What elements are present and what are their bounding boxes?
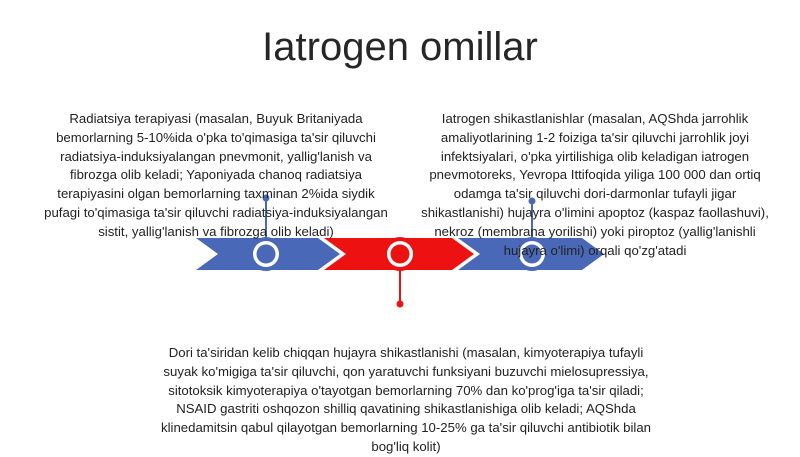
text-block-right: Iatrogen shikastlanishlar (masalan, AQShda jarrohlik amaliyotlarining 1-2 foiziga ta'sir qiluvchi jarrohlik joyi infektsiyalari, o'pka yirtilishiga olib keladigan iatrogen pnevmotoreks, Yevropa Ittifoqida yiliga 100 000 dan ortiq odamga ta'sir qiluvchi dori-darmonlar tufayli jigar shikastlanishi) hujayra o'limini apoptoz (kaspaz faollashuvi), nekroz (membrana yorilishi) yoki piroptoz (yallig'lanishli hujayra o'limi) orqali qo'zg'atadi — [421, 111, 769, 258]
timeline-node-middle — [383, 237, 417, 271]
slide-title: Iatrogen omillar — [262, 25, 538, 69]
text-block-left: Radiatsiya terapiyasi (masalan, Buyuk Britaniyada bemorlarning 5-10%ida o'pka to'qimasiga ta'sir qiluvchi radiatsiya-induksiyalangan pnevmonit, yallig'lanish va fibrozga olib keladi; Yaponiyada chanoq radiatsiya terapiyasini olgan bemorlarning taxminan 2%ida siydik pufagi to'qimasiga ta'sir qiluvchi radiatsiya-induksiyalangan sistit, yallig'lanish va fibrozga olib keladi) — [44, 111, 388, 239]
connector-middle-dot — [397, 301, 404, 308]
text-block-bottom: Dori ta'siridan kelib chiqqan hujayra shikastlanishi (masalan, kimyoterapiya tufayli suyak ko'migiga ta'sir qiluvchi, qon yaratuvchi funksiyani buzuvchi mielosupressiya, sitotoksik kimyoterapiya o'tayotgan bemorlarning 70% dan ko'prog'iga ta'sir qiladi; NSAID gastriti oshqozon shilliq qavatining shikastlanishiga olib keladi; AQShda klinedamitsin qabul qilayotgan bemorlarning 10-25% ga ta'sir qiluvchi antibiotik bilan bog'liq kolit) — [160, 345, 651, 454]
timeline-node-left — [249, 237, 283, 271]
